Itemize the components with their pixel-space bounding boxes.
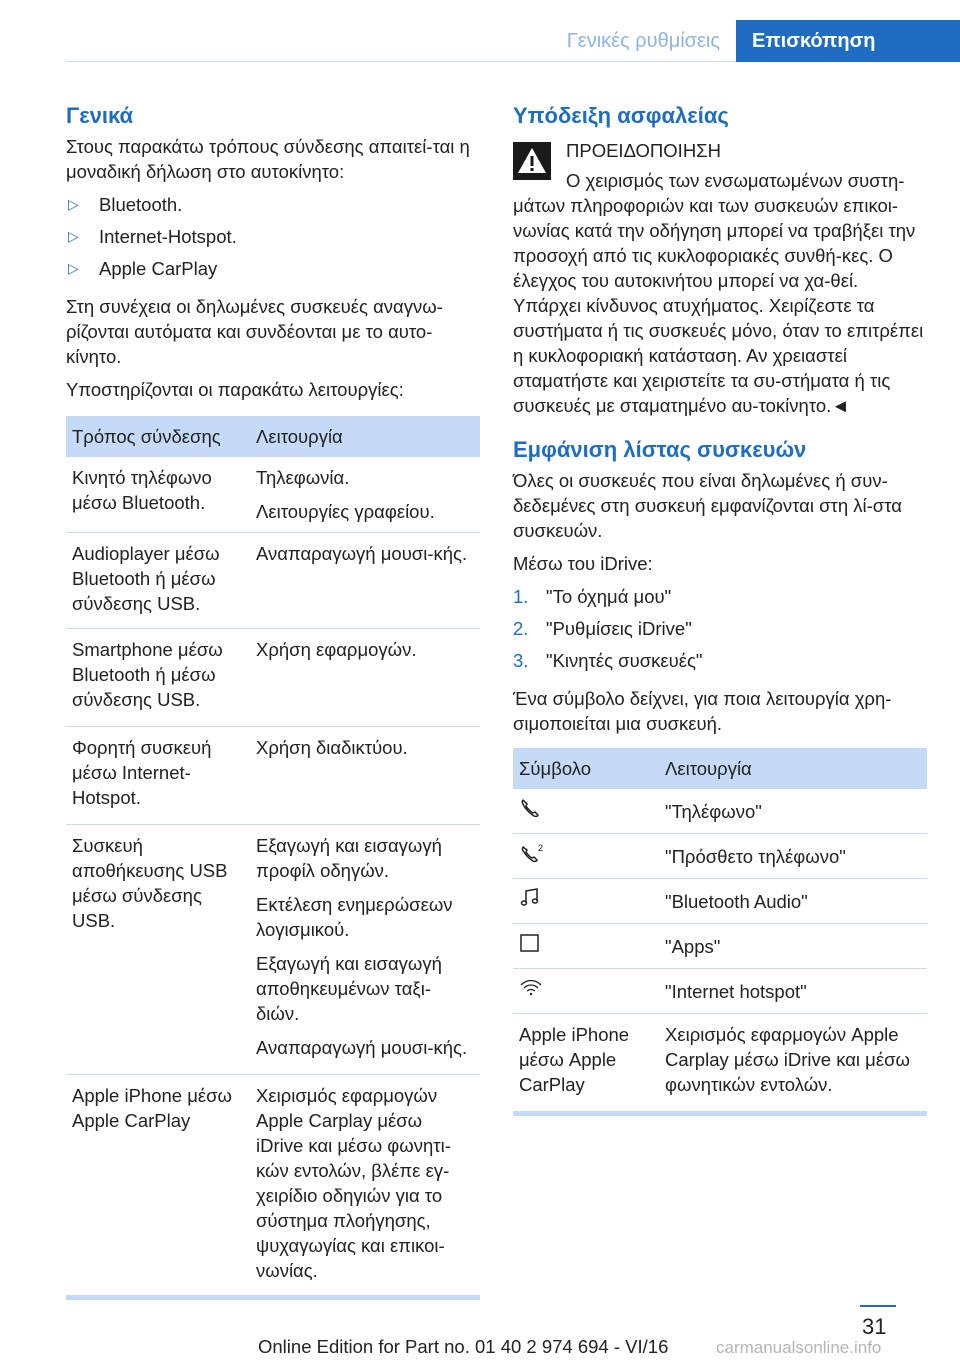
- recognition-paragraph: Στη συνέχεια οι δηλωμένες συσκευές αναγνω-ρίζονται αυτόματα και συνδέονται με το αυτο-κίνητο.: [66, 296, 443, 367]
- table-row: 2 "Πρόσθετο τηλέφωνο": [513, 834, 927, 879]
- bullet-item: ▷ Apple CarPlay: [66, 256, 480, 288]
- page-number: 31: [862, 1314, 887, 1339]
- additional-phone-icon: [519, 842, 545, 864]
- idrive-steps-list: [513, 584, 927, 680]
- step-item: 2. "Ρυθμίσεις iDrive": [513, 618, 692, 639]
- page-number-rule: [860, 1305, 896, 1307]
- edition-footer: Online Edition for Part no. 01 40 2 974 694 - VI/16: [258, 1336, 669, 1357]
- table-row: "Internet hotspot": [513, 969, 927, 1014]
- music-note-icon: [519, 887, 541, 909]
- intro-paragraph: Στους παρακάτω τρόπους σύνδεσης απαιτεί-ται η μοναδική δήλωση στο αυτοκίνητο:: [66, 136, 470, 182]
- warning-block: [513, 138, 927, 418]
- table-row: "Bluetooth Audio": [513, 879, 927, 924]
- warning-triangle-icon: [513, 142, 551, 180]
- step-item: 1. "Το όχημά μου": [513, 586, 672, 607]
- tab-general-settings[interactable]: Γενικές ρυθμίσεις: [536, 20, 736, 62]
- phone-icon: [519, 797, 541, 819]
- warning-text: Ο χειρισμός των ενσωματωμένων συστη-μάτων πληροφοριών και των συσκευών επικοι-νωνίας κατά την οδήγηση μπορεί να τραβήξει την προσοχή από τις κυκλοφοριακές συνθή-κες. Ο έλεγχος του αυτοκινήτου μπορεί να χα-θεί. Υπάρχει κίνδυνος ατυχήματος. Χειρίζεστε τα συστήματα ή τις συσκευές μόνο, όταν το επιτρέπει η κυκλοφοριακή κατάσταση. Αν χρειαστεί σταματήστε και χειριστείτε τα συ-στήματα ή τις συσκευές με σταματημένο αυ-τοκίνητο.◄: [513, 170, 924, 416]
- wifi-icon: [519, 977, 543, 999]
- svg-text:2: 2: [538, 843, 544, 853]
- section-heading-device-list: Εμφάνιση λίστας συσκευών: [513, 437, 807, 462]
- connection-bullet-list: [66, 192, 480, 288]
- triangle-bullet-icon: ▷: [68, 196, 79, 212]
- section-heading-general: Γενικά: [66, 103, 134, 128]
- bullet-item: ▷ Bluetooth.: [66, 192, 480, 224]
- device-list-intro: Όλες οι συσκευές που είναι δηλωμένες ή συν-δεδεμένες στη συσκευή εμφανίζονται στη λί-στα συσκευών.: [513, 470, 902, 541]
- supported-functions-paragraph: Υποστηρίζονται οι παρακάτω λειτουργίες:: [66, 379, 404, 400]
- table-row: "Τηλέφωνο": [513, 789, 927, 834]
- table-header-symbol: Σύμβολο: [513, 748, 659, 789]
- header-rule: [66, 61, 736, 62]
- section-heading-safety: Υπόδειξη ασφαλείας: [513, 103, 729, 128]
- symbol-intro: Ένα σύμβολο δείχνει, για ποια λειτουργία χρη-σιμοποιείται μια συσκευή.: [513, 688, 892, 734]
- symbol-table: [513, 748, 927, 1111]
- bullet-item: ▷ Internet-Hotspot.: [66, 224, 480, 256]
- step-item: 3. "Κινητές συσκευές": [513, 650, 703, 671]
- table-row: Apple iPhone μέσω Apple CarPlay Χειρισμός εφαρμογών Apple Carplay μέσω iDrive και μέσω φωνητικών εντολών.: [519, 1024, 910, 1095]
- table-row: Κινητό τηλέφωνο μέσω Bluetooth. Τηλεφωνία. Λειτουργίες γραφείου.: [66, 457, 480, 533]
- table-header-mode: Τρόπος σύνδεσης: [66, 416, 250, 457]
- watermark: carmanualsonline.info: [716, 1338, 882, 1357]
- table-header-function: Λειτουργία: [250, 416, 480, 457]
- table-row: Smartphone μέσω Bluetooth ή μέσω σύνδεσης USB. Χρήση εφαρμογών.: [66, 629, 480, 727]
- table-end-rule: [66, 1295, 480, 1300]
- left-column: [66, 100, 480, 1300]
- header-tabs: [536, 20, 960, 62]
- connection-functions-table: [66, 416, 480, 1295]
- table-header-function: Λειτουργία: [659, 748, 927, 789]
- tab-overview[interactable]: Επισκόπηση: [736, 20, 960, 62]
- via-idrive-label: Μέσω του iDrive:: [513, 553, 653, 574]
- table-row: Συσκευή αποθήκευσης USB μέσω σύνδεσης USB. Εξαγωγή και εισαγωγή προφίλ οδηγών. Εκτέλεση ενημερώσεων λογισμικού. Εξαγωγή και εισαγωγή αποθηκευμένων ταξι-διών. Αναπαραγωγή μουσι-κής.: [66, 825, 480, 1075]
- table-end-rule: [513, 1111, 927, 1116]
- table-row: "Apps": [513, 924, 927, 969]
- table-row: Φορητή συσκευή μέσω Internet-Hotspot. Χρήση διαδικτύου.: [66, 727, 480, 825]
- table-row: Apple iPhone μέσω Apple CarPlay Χειρισμός εφαρμογών Apple Carplay μέσω iDrive και μέσω φωνητι-κών εντολών, βλέπε εγ-χειρίδιο οδηγιών για το σύστημα πλοήγησης, ψυχαγωγίας και επικοι-νωνίας.: [72, 1085, 451, 1281]
- apps-square-icon: [519, 932, 541, 954]
- triangle-bullet-icon: ▷: [68, 260, 79, 276]
- triangle-bullet-icon: ▷: [68, 228, 79, 244]
- table-row: Audioplayer μέσω Bluetooth ή μέσω σύνδεσης USB. Αναπαραγωγή μουσι-κής.: [66, 533, 480, 629]
- warning-label: ΠΡΟΕΙΔΟΠΟΙΗΣΗ: [566, 140, 721, 161]
- right-column: [513, 100, 927, 1116]
